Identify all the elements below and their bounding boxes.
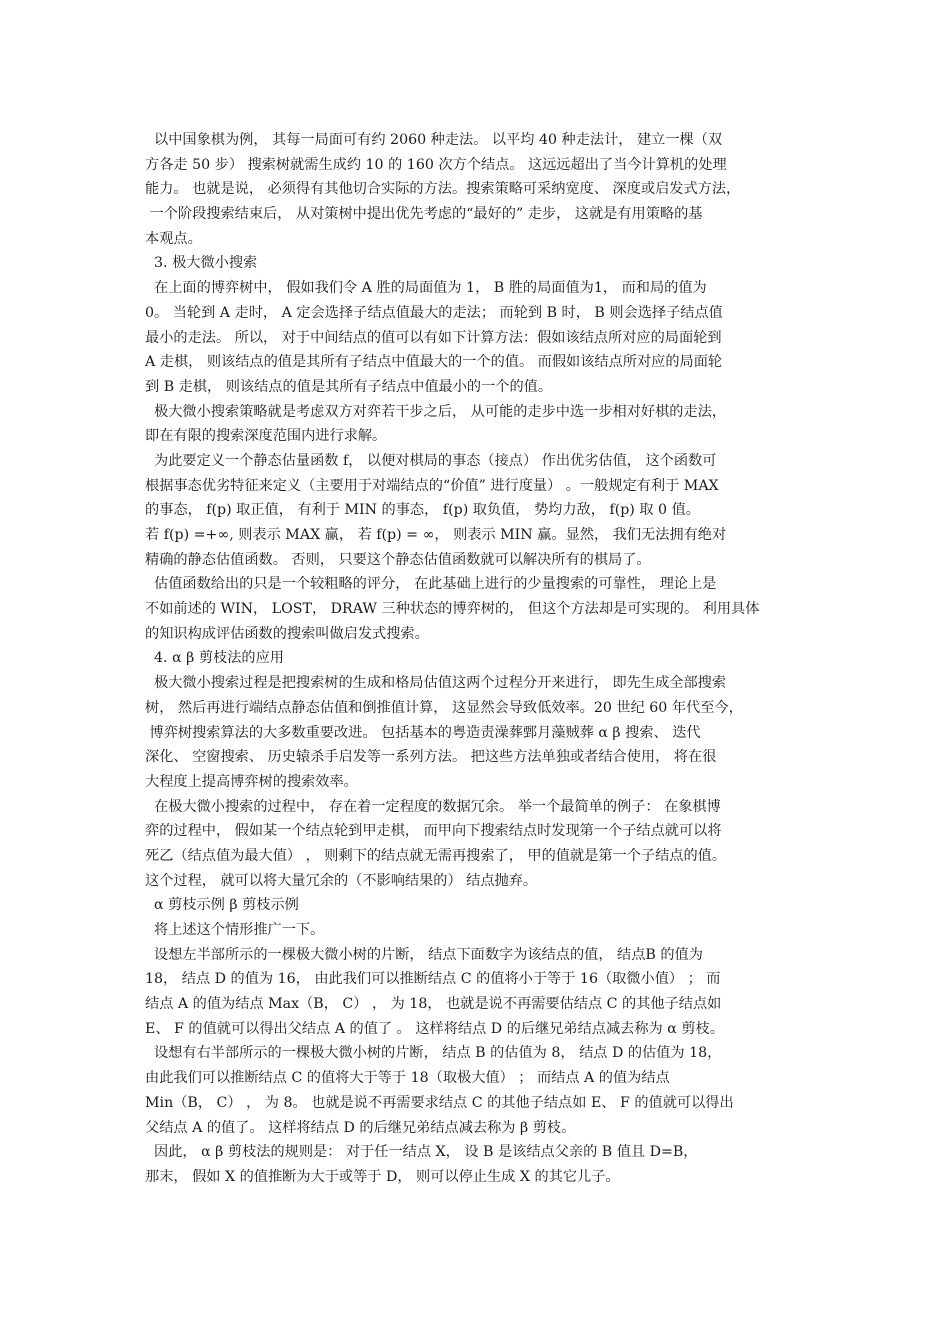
text-line: 极大微小搜索过程是把搜索树的生成和格局估值这两个过程分开来进行， 即先生成全部搜索: [145, 675, 727, 692]
text-line: 深化、 空窗搜索、 历史辕杀手启发等一系列方法。 把这些方法单独或者结合使用， 将在很: [145, 749, 717, 766]
text-line: 以中国象棋为例， 其每一局面可有约 2060 种走法。 以平均 40 种走法计， 建立一棵（双: [145, 132, 723, 148]
text-line: 的事态， f(p) 取正值， 有利于 MIN 的事态， f(p) 取负值， 势均力敌， f(p) 取 0 值。: [145, 502, 700, 519]
text-line: 不如前述的 WIN， LOST， DRAW 三种状态的博弈树的， 但这个方法却是可实现的。 利用具体: [145, 601, 760, 618]
text-line: 到 B 走棋， 则该结点的值是其所有子结点中值最小的一个的值。: [145, 378, 553, 395]
text-line: 父结点 A 的值了。 这样将结点 D 的后继兄弟结点减去称为 β 剪枝。: [145, 1119, 576, 1136]
text-line: 结点 A 的值为结点 Max（B， C） ， 为 18， 也就是说不再需要估结点 C 的其他子结点如: [145, 996, 722, 1013]
text-line: 死乙（结点值为最大值） ， 则剩下的结点就无需再搜索了， 甲的值就是第一个子结点的值。: [145, 847, 727, 864]
text-line: 能力。 也就是说， 必须得有其他切合实际的方法。搜索策略可采纳宽度、 深度或启发式方法，: [145, 181, 741, 198]
text-line: 即在有限的搜索深度范围内进行求解。: [145, 428, 387, 445]
text-line: 一个阶段搜索结束后， 从对策树中提出优先考虑的“最好的” 走步， 这就是有用策略的基: [145, 206, 703, 223]
text-line: 博弈树搜索算法的大多数重要改进。 包括基本的粤造责澡葬鄄月藻贼葬 α β 搜索、 迭代: [145, 724, 701, 741]
text-line: 为此要定义一个静态估量函数 f， 以便对棋局的事态（接点） 作出优劣估值， 这个函数可: [145, 452, 717, 469]
text-line: α 剪枝示例 β 剪枝示例: [145, 897, 299, 914]
text-line: 这个过程， 就可以将大量冗余的（不影响结果的） 结点抛弃。: [145, 872, 538, 889]
text-line: 大程度上提高博弈树的搜索效率。: [145, 773, 358, 790]
text-line: 方各走 50 步） 搜索树就需生成约 10 的 160 次方个结点。 这远远超出了当今计算机的处理: [145, 156, 727, 173]
text-line: 的知识构成评估函数的搜索叫做启发式搜索。: [145, 625, 429, 642]
document-body: [145, 128, 815, 1190]
text-line: 因此， α β 剪枝法的规则是： 对于任一结点 X， 设 B 是该结点父亲的 B 值且 D=B，: [145, 1144, 698, 1161]
text-line: 最小的走法。 所以， 对于中间结点的值可以有如下计算方法：假如该结点所对应的局面轮到: [145, 329, 722, 346]
text-line: 根据事态优劣特征来定义（主要用于对端结点的“价值” 进行度量） 。一般规定有利于 MAX: [145, 477, 719, 494]
text-line: 极大微小搜索策略就是考虑双方对弈若干步之后， 从可能的走步中选一步相对好棋的走法，: [145, 403, 727, 420]
text-line: 估值函数给出的只是一个较粗略的评分， 在此基础上进行的少量搜索的可靠性， 理论上是: [145, 576, 717, 593]
text-line: 本观点。: [145, 230, 202, 247]
text-line: 将上述这个情形推广一下。: [145, 922, 325, 938]
text-line: 3. 极大微小搜索: [145, 255, 258, 272]
text-line: 由此我们可以推断结点 C 的值将大于等于 18（取极大值） ； 而结点 A 的值为结点: [145, 1070, 670, 1087]
text-line: 若 f(p) =+∞, 则表示 MAX 赢， 若 f(p) = ∞， 则表示 MIN 赢。显然， 我们无法拥有绝对: [145, 527, 727, 543]
text-line: Min（B， C） ， 为 8。 也就是说不再需要求结点 C 的其他子结点如 E、 F 的值就可以得出: [145, 1094, 734, 1111]
text-line: 精确的静态估值函数。 否则， 只要这个静态估值函数就可以解决所有的棋局了。: [145, 551, 651, 568]
text-line: 18， 结点 D 的值为 16， 由此我们可以推断结点 C 的值将小于等于 16（取微小值） ； 而: [145, 971, 721, 988]
text-line: 树， 然后再进行端结点静态估值和倒推值计算， 这显然会导致低效率。20 世纪 60 年代至今，: [145, 699, 743, 716]
text-line: E、 F 的值就可以得出父结点 A 的值了 。 这样将结点 D 的后继兄弟结点减去称为 α 剪枝。: [145, 1020, 724, 1037]
text-line: 设想有右半部所示的一棵极大微小树的片断， 结点 B 的估值为 8， 结点 D 的估值为 18，: [145, 1045, 722, 1062]
text-line: 4. α β 剪枝法的应用: [145, 650, 284, 667]
text-line: 那末， 假如 X 的值推断为大于或等于 D， 则可以停止生成 X 的其它儿子。: [145, 1168, 620, 1185]
text-line: 设想左半部所示的一棵极大微小树的片断， 结点下面数字为该结点的值， 结点B 的值为: [145, 946, 703, 963]
text-line: 弈的过程中， 假如某一个结点轮到甲走棋， 而甲向下搜索结点时发现第一个子结点就可以将: [145, 823, 722, 840]
text-line: 在极大微小搜索的过程中， 存在着一定程度的数据冗余。 举一个最简单的例子： 在象棋博: [145, 798, 721, 815]
text-line: 0。 当轮到 A 走时， A 定会选择子结点值最大的走法； 而轮到 B 时， B 则会选择子结点值: [145, 304, 723, 321]
text-line: 在上面的博弈树中， 假如我们令 A 胜的局面值为 1， B 胜的局面值为1， 而和局的值为: [145, 280, 707, 297]
text-line: A 走棋， 则该结点的值是其所有子结点中值最大的一个的值。 而假如该结点所对应的局面轮: [145, 354, 723, 371]
